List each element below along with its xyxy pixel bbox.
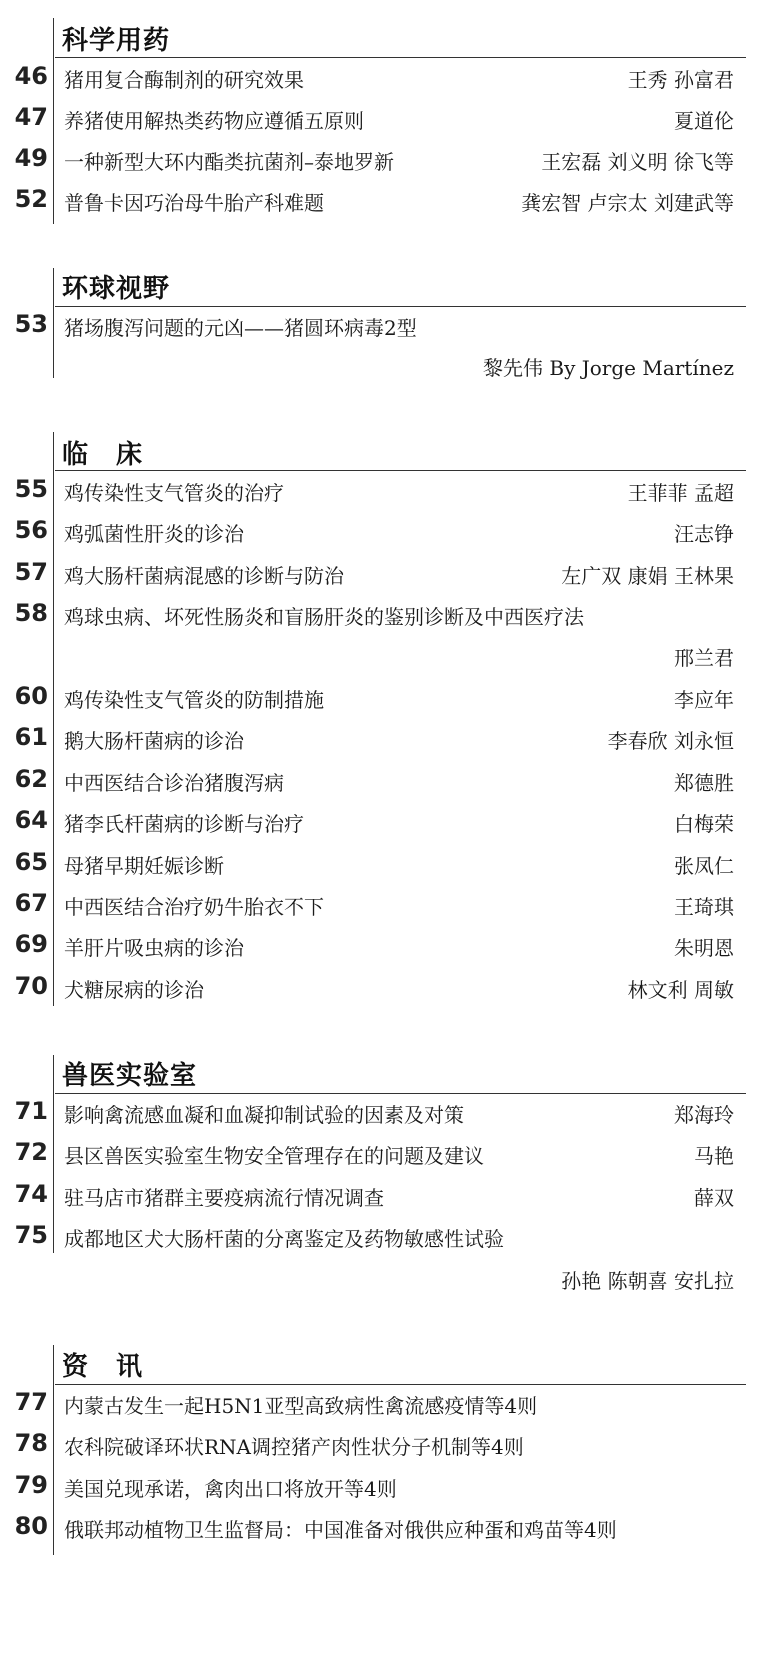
section-rule-horizontal: [55, 1384, 746, 1385]
toc-entry[interactable]: [0, 928, 757, 964]
toc-entry[interactable]: [0, 1219, 757, 1297]
toc-entry[interactable]: [0, 183, 757, 219]
toc-entry[interactable]: [0, 1510, 757, 1546]
section-rule-horizontal: [55, 1093, 746, 1094]
page-number: 78: [14, 1429, 48, 1457]
article-authors: 龚宏智 卢宗太 刘建武等: [521, 191, 734, 215]
article-title: 猪场腹泻问题的元凶——猪圆环病毒2型: [64, 316, 417, 340]
page-number: 75: [14, 1221, 48, 1249]
article-authors: 张凤仁: [674, 854, 734, 878]
section-title: 资 讯: [62, 1352, 144, 1382]
toc-entry[interactable]: [0, 597, 757, 673]
toc-entry[interactable]: [0, 60, 757, 96]
article-authors: 白梅荣: [674, 812, 734, 836]
article-title: 县区兽医实验室生物安全管理存在的问题及建议: [64, 1144, 484, 1168]
article-title: 鸡大肠杆菌病混感的诊断与防治: [64, 564, 344, 588]
article-title: 内蒙古发生一起H5N1亚型高致病性禽流感疫情等4则: [64, 1394, 538, 1418]
article-title: 鸡传染性支气管炎的治疗: [64, 481, 284, 505]
page-number: 74: [14, 1180, 48, 1208]
article-authors: 薛双: [694, 1186, 734, 1210]
section-title: 兽医实验室: [62, 1061, 198, 1091]
article-authors: 朱明恩: [674, 936, 734, 960]
toc-entry[interactable]: [0, 1469, 757, 1505]
article-title: 母猪早期妊娠诊断: [64, 854, 224, 878]
page-number: 72: [14, 1138, 48, 1166]
article-title: 猪用复合酶制剂的研究效果: [64, 68, 304, 92]
article-title: 美国兑现承诺，禽肉出口将放开等4则: [64, 1477, 397, 1501]
article-title: 农科院破译环状RNA调控猪产肉性状分子机制等4则: [64, 1435, 524, 1459]
page-number: 69: [14, 930, 48, 958]
page-number: 47: [14, 103, 48, 131]
page-number: 60: [14, 682, 48, 710]
article-authors: 王秀 孙富君: [627, 68, 734, 92]
article-authors: 左广双 康娟 王林果: [561, 564, 734, 588]
toc-entry[interactable]: [0, 721, 757, 757]
article-authors: 郑德胜: [674, 771, 734, 795]
article-authors: 汪志铮: [674, 522, 734, 546]
article-title: 俄联邦动植物卫生监督局：中国准备对俄供应种蛋和鸡苗等4则: [64, 1518, 617, 1542]
toc-entry[interactable]: [0, 1386, 757, 1422]
article-title: 一种新型大环内酯类抗菌剂–泰地罗新: [64, 150, 394, 174]
toc-entry[interactable]: [0, 308, 757, 378]
page-number: 65: [14, 848, 48, 876]
toc-entry[interactable]: [0, 556, 757, 592]
article-title: 成都地区犬大肠杆菌的分离鉴定及药物敏感性试验: [64, 1227, 504, 1251]
page-number: 52: [14, 185, 48, 213]
toc-entry[interactable]: [0, 763, 757, 799]
article-authors: 黎先伟 By Jorge Martínez: [483, 356, 734, 380]
page-number: 80: [14, 1512, 48, 1540]
page-number: 53: [14, 310, 48, 338]
article-title: 鸡球虫病、坏死性肠炎和盲肠肝炎的鉴别诊断及中西医疗法: [64, 605, 584, 629]
article-title: 鸡弧菌性肝炎的诊治: [64, 522, 244, 546]
article-title: 中西医结合治疗奶牛胎衣不下: [64, 895, 324, 919]
article-title: 养猪使用解热类药物应遵循五原则: [64, 109, 364, 133]
page-number: 70: [14, 972, 48, 1000]
page-number: 57: [14, 558, 48, 586]
article-authors: 郑海玲: [674, 1103, 734, 1127]
toc-entry[interactable]: [0, 970, 757, 1006]
page-number: 71: [14, 1097, 48, 1125]
toc-entry[interactable]: [0, 804, 757, 840]
section-title: 临 床: [62, 440, 144, 470]
page-number: 61: [14, 723, 48, 751]
section-scientific-medication: [0, 0, 757, 230]
article-authors: 王琦琪: [674, 895, 734, 919]
article-title: 猪李氏杆菌病的诊断与治疗: [64, 812, 304, 836]
page-number: 46: [14, 62, 48, 90]
article-authors: 王菲菲 孟超: [627, 481, 734, 505]
section-title: 环球视野: [62, 274, 171, 304]
toc-entry[interactable]: [0, 846, 757, 882]
toc-entry[interactable]: [0, 1427, 757, 1463]
page-number: 62: [14, 765, 48, 793]
page-number: 55: [14, 475, 48, 503]
article-title: 中西医结合诊治猪腹泻病: [64, 771, 284, 795]
page-number: 77: [14, 1388, 48, 1416]
article-title: 影响禽流感血凝和血凝抑制试验的因素及对策: [64, 1103, 464, 1127]
toc-entry[interactable]: [0, 514, 757, 550]
article-authors: 邢兰君: [674, 646, 734, 670]
article-authors: 林文利 周敏: [627, 978, 734, 1002]
page-number: 79: [14, 1471, 48, 1499]
page-number: 58: [14, 599, 48, 627]
toc-entry[interactable]: [0, 473, 757, 509]
article-title: 犬糖尿病的诊治: [64, 978, 204, 1002]
page-number: 49: [14, 144, 48, 172]
section-rule-horizontal: [55, 57, 746, 58]
article-title: 鸡传染性支气管炎的防制措施: [64, 688, 324, 712]
section-title: 科学用药: [62, 26, 171, 56]
toc-entry[interactable]: [0, 1178, 757, 1214]
page-number: 67: [14, 889, 48, 917]
article-authors: 王宏磊 刘义明 徐飞等: [541, 150, 734, 174]
article-title: 驻马店市猪群主要疫病流行情况调查: [64, 1186, 384, 1210]
article-title: 鹅大肠杆菌病的诊治: [64, 729, 244, 753]
article-title: 羊肝片吸虫病的诊治: [64, 936, 244, 960]
toc-entry[interactable]: [0, 142, 757, 178]
toc-entry[interactable]: [0, 1095, 757, 1131]
article-authors: 李春欣 刘永恒: [607, 729, 734, 753]
page-number: 64: [14, 806, 48, 834]
article-authors: 夏道伦: [674, 109, 734, 133]
article-authors: 马艳: [694, 1144, 734, 1168]
section-rule-horizontal: [55, 470, 746, 471]
section-rule-horizontal: [55, 306, 746, 307]
toc-entry[interactable]: [0, 680, 757, 716]
article-authors: 孙艳 陈朝喜 安扎拉: [561, 1269, 734, 1293]
page-number: 56: [14, 516, 48, 544]
toc-entry[interactable]: [0, 101, 757, 137]
article-title: 普鲁卡因巧治母牛胎产科难题: [64, 191, 324, 215]
toc-entry[interactable]: [0, 1136, 757, 1172]
toc-entry[interactable]: [0, 887, 757, 923]
article-authors: 李应年: [674, 688, 734, 712]
